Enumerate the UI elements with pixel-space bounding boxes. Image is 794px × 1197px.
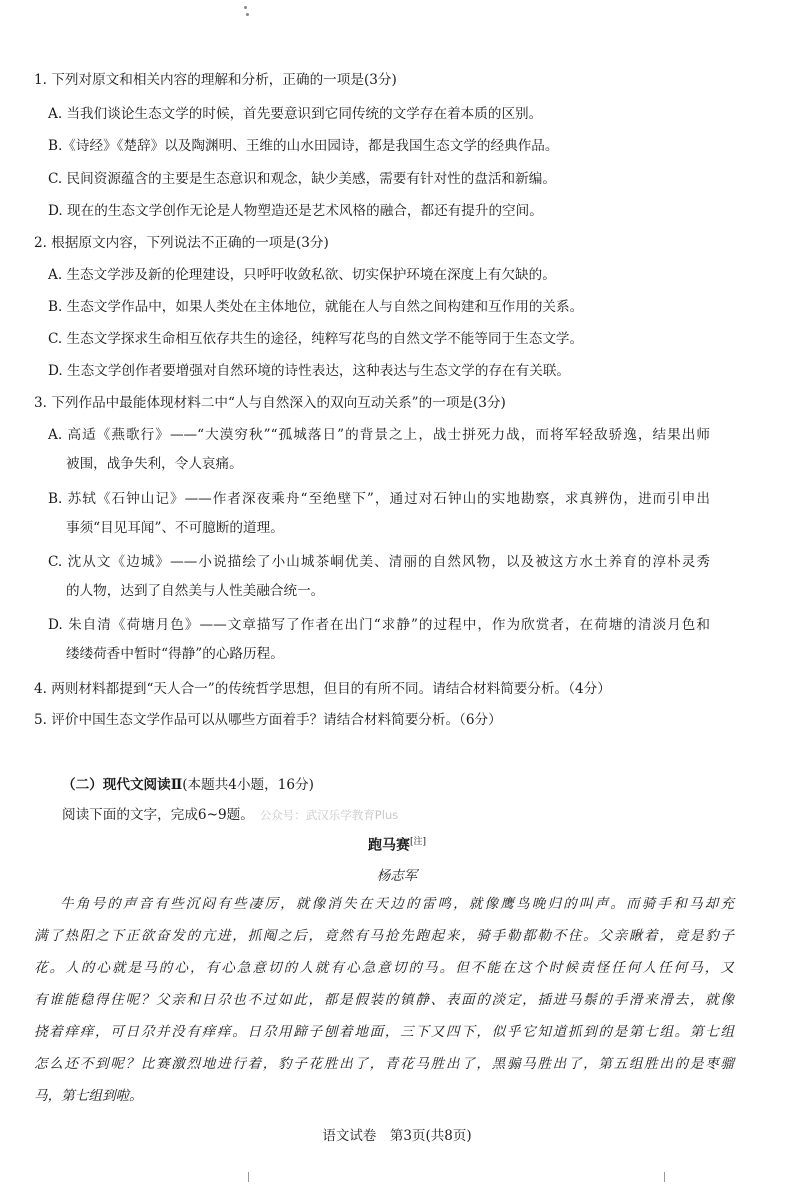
story-title xyxy=(0,834,794,855)
question-3-option-a-line-1: A. 高适《燕歌行》——“大漠穷秋”“孤城落日”的背景之上，战士拼死力战，而将军轻敌骄逸，结果出师 xyxy=(48,427,710,443)
question-3-option-d-line-2: 缕缕荷香中暂时“得静”的心路历程。 xyxy=(66,646,284,662)
story-paragraph-line: 挠着痒痒，可日尕并没有痒痒。日尕用蹄子刨着地面，三下又四下，似乎它知道抓到的是第七组。第七组 xyxy=(34,1024,734,1040)
question-2-stem: 2. 根据原文内容，下列说法不正确的一项是(3分) xyxy=(34,235,329,251)
story-paragraph-line: 马，第七组到啦。 xyxy=(34,1088,143,1104)
section-meta: (本题共4小题，16分) xyxy=(182,777,314,793)
question-3-option-b-line-2: 事须“目见耳闻”、不可臆断的道理。 xyxy=(66,520,284,536)
question-1-option-b: B.《诗经》《楚辞》以及陶渊明、王维的山水田园诗，都是我国生态文学的经典作品。 xyxy=(48,138,559,154)
question-1-option-a: A. 当我们谈论生态文学的时候，首先要意识到它同传统的文学存在着本质的区别。 xyxy=(48,106,543,122)
footnote-marker: [注] xyxy=(409,837,427,847)
section-title-text: （二）现代文阅读Ⅱ xyxy=(62,777,183,793)
page-footer: 语文试卷 第3页(共8页) xyxy=(322,1128,472,1144)
scan-mark xyxy=(248,1172,249,1182)
section-title xyxy=(62,773,314,793)
instruction-text: 阅读下面的文字，完成6~9题。 xyxy=(62,807,254,823)
section-instruction xyxy=(62,803,398,823)
question-2-option-b: B. 生态文学作品中，如果人类处在主体地位，就能在人与自然之间构建和互作用的关系。 xyxy=(48,299,584,315)
question-1-stem: 1. 下列对原文和相关内容的理解和分析，正确的一项是(3分) xyxy=(34,72,397,88)
question-3-option-b-line-1: B. 苏轼《石钟山记》——作者深夜乘舟“至绝壁下”，通过对石钟山的实地勘察，求真辨伪，进而引申出 xyxy=(48,491,710,507)
story-paragraph-line: 满了热阳之下正欲奋发的亢进，抓阄之后，竟然有马抢先跑起来，骑手勒都勒不住。父亲瞅着，竟是豹子 xyxy=(34,928,734,944)
story-paragraph-line: 有谁能稳得住呢？父亲和日尕也不过如此，都是假装的镇静、表面的淡定，插进马鬃的手滑来滑去，就像 xyxy=(34,992,734,1008)
question-1-option-c: C. 民间资源蕴含的主要是生态意识和观念，缺少美感，需要有针对性的盘活和新编。 xyxy=(48,171,556,187)
story-author: 杨志军 xyxy=(376,868,418,884)
question-2-option-d: D. 生态文学创作者要增强对自然环境的诗性表达，这种表达与生态文学的存在有关联。 xyxy=(48,363,571,379)
story-paragraph-line: 怎么还不到呢？比赛激烈地进行着，豹子花胜出了，青花马胜出了，黑骟马胜出了，第五组胜出的是枣骝 xyxy=(34,1056,734,1072)
scan-mark xyxy=(664,1172,665,1182)
question-4-stem: 4. 两则材料都提到“天人合一”的传统哲学思想，但目的有所不同。请结合材料简要分析。（4分） xyxy=(34,681,611,697)
scan-speck xyxy=(246,13,249,16)
question-3-option-c-line-2: 的人物，达到了自然美与人性美融合统一。 xyxy=(66,583,325,599)
question-3-stem: 3. 下列作品中最能体现材料二中“人与自然深入的双向互动关系”的一项是(3分) xyxy=(34,395,506,411)
question-5-stem: 5. 评价中国生态文学作品可以从哪些方面着手？请结合材料简要分析。（6分） xyxy=(34,712,502,728)
question-3-option-c-line-1: C. 沈从文《边城》——小说描绘了小山城茶峒优美、清丽的自然风物，以及被这方水土养育的淳朴灵秀 xyxy=(48,554,710,570)
story-paragraph-line: 牛角号的声音有些沉闷有些凄厉，就像消失在天边的雷鸣，就像鹰鸟晚归的叫声。而骑手和马却充 xyxy=(60,896,734,912)
question-2-option-c: C. 生态文学探求生命相互依存共生的途径，纯粹写花鸟的自然文学不能等同于生态文学。 xyxy=(48,331,584,347)
question-2-option-a: A. 生态文学涉及新的伦理建设，只呼吁收敛私欲、切实保护环境在深度上有欠缺的。 xyxy=(48,267,556,283)
story-paragraph-line: 花。人的心就是马的心，有心急意切的人就有心急意切的马。但不能在这个时候责怪任何人任何马，又 xyxy=(34,960,734,976)
watermark-text: 公众号：武汉乐学教育Plus xyxy=(259,808,399,822)
question-3-option-a-line-2: 被围，战争失利，令人哀痛。 xyxy=(66,456,243,472)
scan-speck xyxy=(244,6,247,9)
question-1-option-d: D. 现在的生态文学创作无论是人物塑造还是艺术风格的融合，都还有提升的空间。 xyxy=(48,203,543,219)
story-title-text: 跑马赛 xyxy=(367,837,410,854)
question-3-option-d-line-1: D. 朱自清《荷塘月色》——文章描写了作者在出门“求静”的过程中，作为欣赏者，在荷塘的清淡月色和 xyxy=(48,617,710,633)
